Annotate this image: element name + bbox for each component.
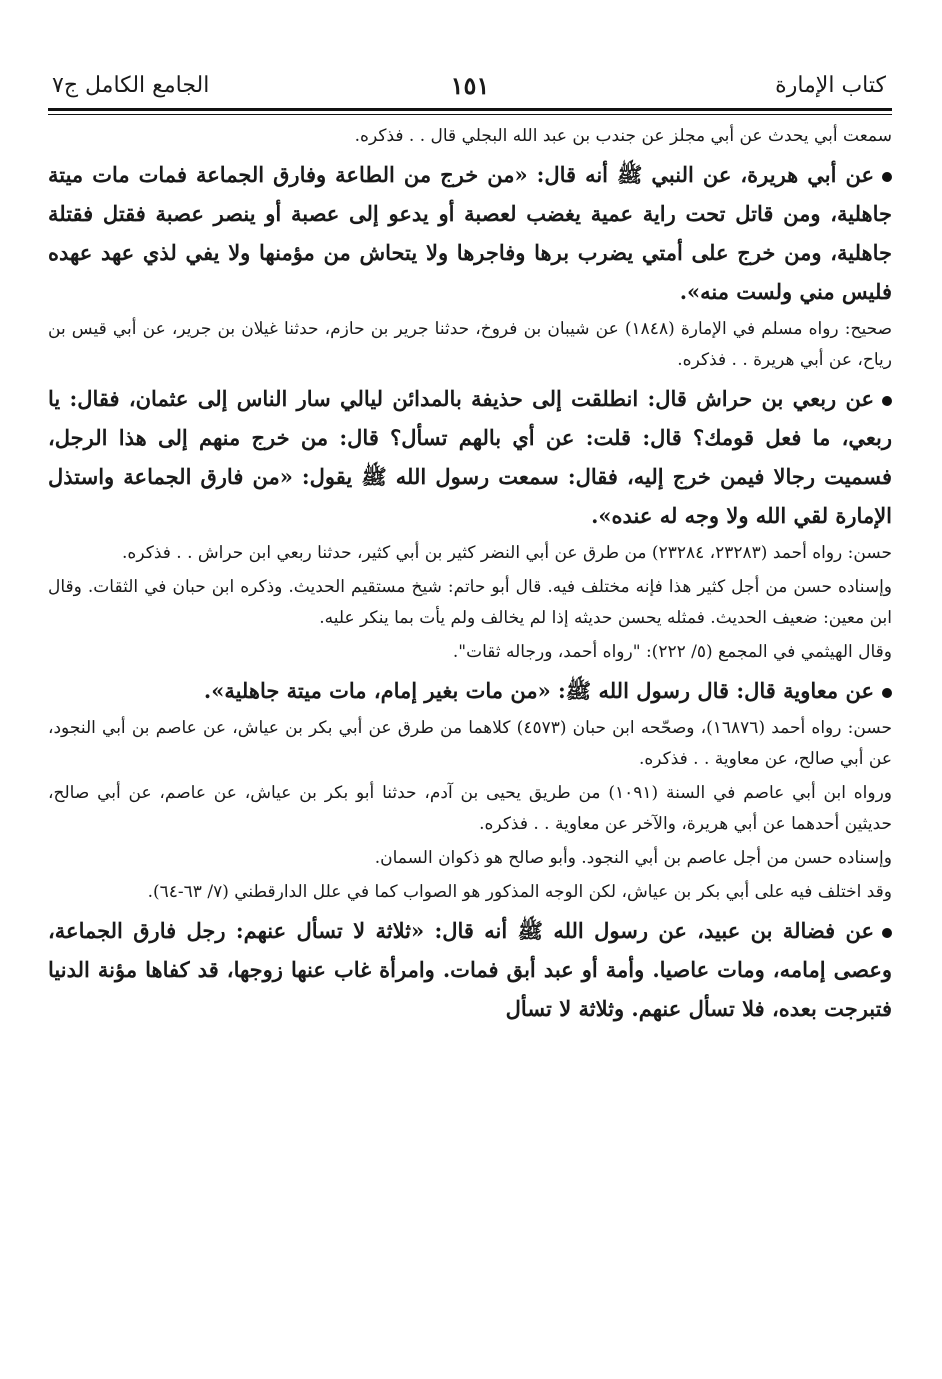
commentary-paragraph: وقد اختلف فيه على أبي بكر بن عياش، لكن الوجه المذكور هو الصواب كما في علل الدارقطني (٧/ ٦٣-٦٤). xyxy=(147,882,892,902)
bullet-icon xyxy=(882,688,892,698)
commentary-paragraph: ورواه ابن أبي عاصم في السنة (١٠٩١) من طريق يحيى بن آدم، حدثنا أبو بكر بن عياش، عن عاصم، عن أبي صالح، حديثين أحدهما عن أبي هريرة، والآخر عن معاوية . . فذكره. xyxy=(48,783,893,834)
hadith-paragraph xyxy=(48,155,892,311)
hadith-paragraph xyxy=(48,671,892,710)
chapter-title: كتاب الإمارة xyxy=(775,73,886,98)
book-page xyxy=(48,62,892,1031)
commentary-paragraph: صحيح: رواه مسلم في الإمارة (١٨٤٨) عن شيبان بن فروخ، حدثنا جرير بن حازم، حدثنا غيلان بن جرير، عن أبي قيس بن رياح، عن أبي هريرة . . فذكره. xyxy=(48,319,893,370)
commentary-paragraph: وإسناده حسن من أجل كثير هذا فإنه مختلف فيه. قال أبو حاتم: شيخ مستقيم الحديث. وذكره ابن حبان في الثقات. وقال ابن معين: ضعيف الحديث. فمثله يحسن حديثه إذا لم يخالف ولم يأت بما ينكر عليه. xyxy=(48,577,892,628)
header-rule-thin xyxy=(48,114,892,115)
page-body xyxy=(48,121,892,1028)
hadith-paragraph xyxy=(48,379,892,535)
hadith-text: عن أبي هريرة، عن النبي ﷺ أنه قال: «من خرج من الطاعة وفارق الجماعة فمات مات ميتة جاهلية، ومن قاتل تحت راية عمية يغضب لعصبة أو يدعو إلى عصبة أو ينصر عصبة فقتل فقتلة جاهلية، ومن خرج على أمتي يضرب برها وفاجرها ولا يتحاش من مؤمنها ولا يفي لذي عهد عهده فليس مني ولست منه». xyxy=(48,162,892,304)
hadith-text: عن ربعي بن حراش قال: انطلقت إلى حذيفة بالمدائن ليالي سار الناس إلى عثمان، فقال: يا ربعي، ما فعل قومك؟ قال: قلت: عن أي بالهم تسأل؟ قال: من خرج منهم إلى هذا الرجل، فسميت رجالا فيمن خرج إليه، فقال: سمعت رسول الله ﷺ يقول: «من فارق الجماعة واستذل الإمارة لقي الله ولا وجه له عنده». xyxy=(48,386,892,528)
bullet-icon xyxy=(882,928,892,938)
bullet-icon xyxy=(882,396,892,406)
commentary-paragraph: حسن: رواه أحمد (١٦٨٧٦)، وصحّحه ابن حبان (٤٥٧٣) كلاهما من طرق عن أبي بكر بن عياش، عن عاصم بن أبي النجود، عن أبي صالح، عن معاوية . . فذكره. xyxy=(48,718,893,769)
commentary-paragraph: وقال الهيثمي في المجمع (٥/ ٢٢٢): "رواه أحمد، ورجاله ثقات". xyxy=(452,642,892,662)
book-title: الجامع الكامل ج٧ xyxy=(52,73,210,98)
commentary-paragraph: حسن: رواه أحمد (٢٣٢٨٣، ٢٣٢٨٤) من طرق عن أبي النضر كثير بن أبي كثير، حدثنا ربعي ابن حراش . . فذكره. xyxy=(122,543,892,563)
hadith-text: عن فضالة بن عبيد، عن رسول الله ﷺ أنه قال: «ثلاثة لا تسأل عنهم: رجل فارق الجماعة، وعصى إمامه، ومات عاصيا. وأمة أو عبد أبق فمات. وامرأة غاب عنها زوجها، قد كفاها مؤنة الدنيا فتبرجت بعده، فلا تسأل عنهم. وثلاثة لا تسأل xyxy=(48,918,892,1021)
page-number: ١٥١ xyxy=(450,71,490,100)
continuation-paragraph: سمعت أبي يحدث عن أبي مجلز عن جندب بن عبد الله البجلي قال . . فذكره. xyxy=(354,126,892,146)
hadith-paragraph xyxy=(48,911,892,1028)
commentary-paragraph: وإسناده حسن من أجل عاصم بن أبي النجود. وأبو صالح هو ذكوان السمان. xyxy=(374,848,892,868)
hadith-text: عن معاوية قال: قال رسول الله ﷺ: «من مات بغير إمام، مات ميتة جاهلية». xyxy=(203,678,874,703)
bullet-icon xyxy=(882,172,892,182)
header-rule-thick xyxy=(48,108,892,111)
page-header xyxy=(48,62,892,106)
